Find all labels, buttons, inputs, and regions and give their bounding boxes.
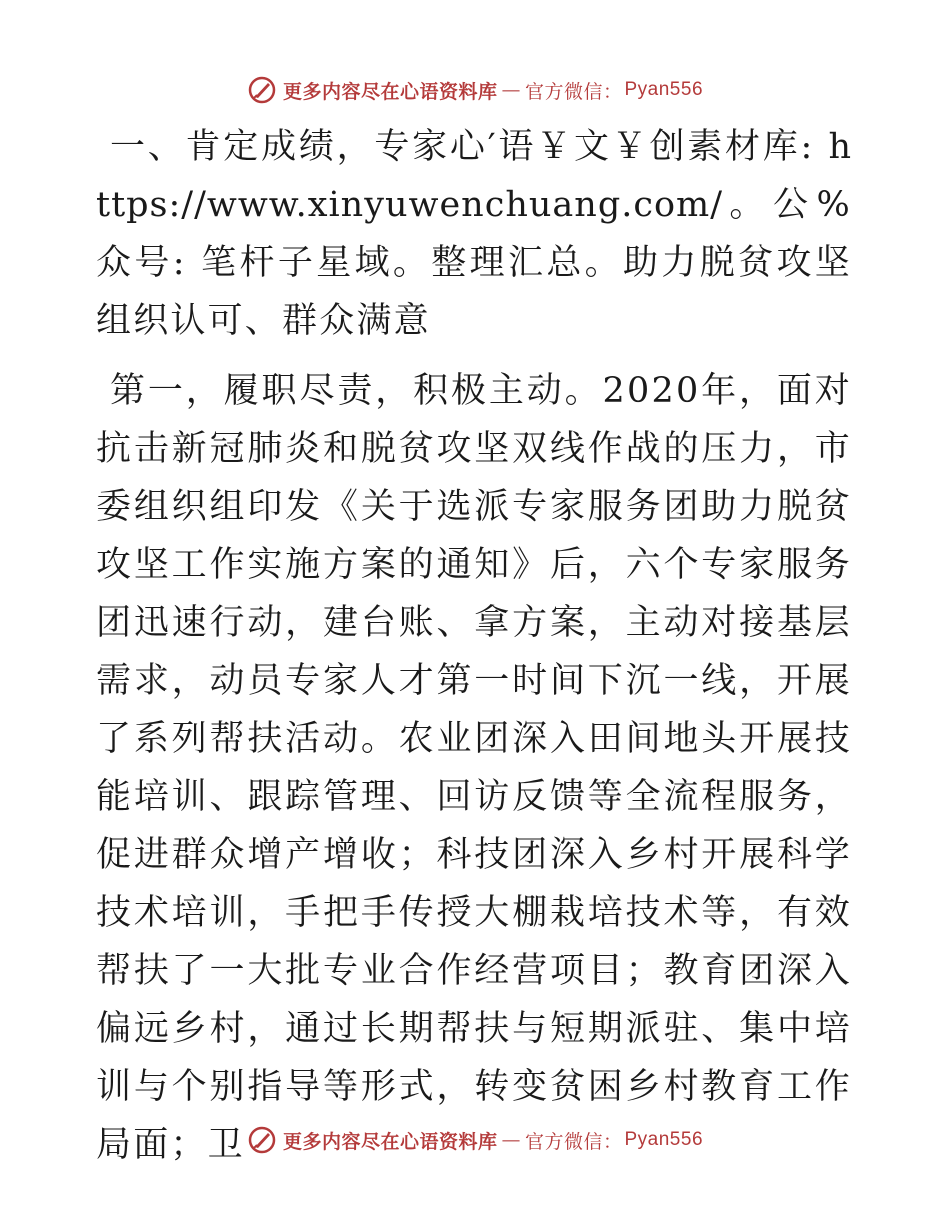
heading-url: https://www.xinyuwenchuang.com/ (96, 127, 852, 225)
quill-circle-icon (247, 75, 277, 105)
watermark-separator: — (501, 79, 521, 101)
document-body (96, 118, 852, 1174)
watermark-wechat-label: 官方微信： (524, 1130, 623, 1153)
heading-suffix: 。公%众号: 笔杆子星域。整理汇总。助力脱贫攻坚组织认可、群众满意 (96, 185, 852, 341)
heading-prefix: 一、肯定成绩，专家心′语￥文￥创素材库: (110, 127, 829, 167)
watermark-banner-bottom (0, 1120, 950, 1160)
watermark-wechat-id: Pyan556 (624, 1129, 704, 1150)
body-paragraph: 第一，履职尽责，积极主动。2020年，面对抗击新冠肺炎和脱贫攻坚双线作战的压力，市委组织组印发《关于选派专家服务团助力脱贫攻坚工作实施方案的通知》后，六个专家服务团迅速行动，建台账、拿方案，主动对接基层需求，动员专家人才第一时间下沉一线，开展了系列帮扶活动。农业团深入田间地头开展技能培训、跟踪管理、回访反馈等全流程服务，促进群众增产增收；科技团深入乡村开展科学技术培训，手把手传授大棚栽培技术等，有效帮扶了一大批专业合作经营项目；教育团深入偏远乡村，通过长期帮扶与短期派驻、集中培训与个别指导等形式，转变贫困乡村教育工作局面；卫 (96, 371, 852, 1165)
watermark-banner-top (0, 70, 950, 110)
section-heading (96, 118, 852, 350)
quill-circle-icon (247, 1125, 277, 1155)
watermark-library-text: 更多内容尽在心语资料库 (282, 1130, 498, 1153)
watermark-wechat-id: Pyan556 (624, 79, 704, 100)
watermark-separator: — (501, 1129, 521, 1151)
watermark-library-text: 更多内容尽在心语资料库 (282, 80, 498, 103)
watermark-wechat-label: 官方微信： (524, 80, 623, 103)
